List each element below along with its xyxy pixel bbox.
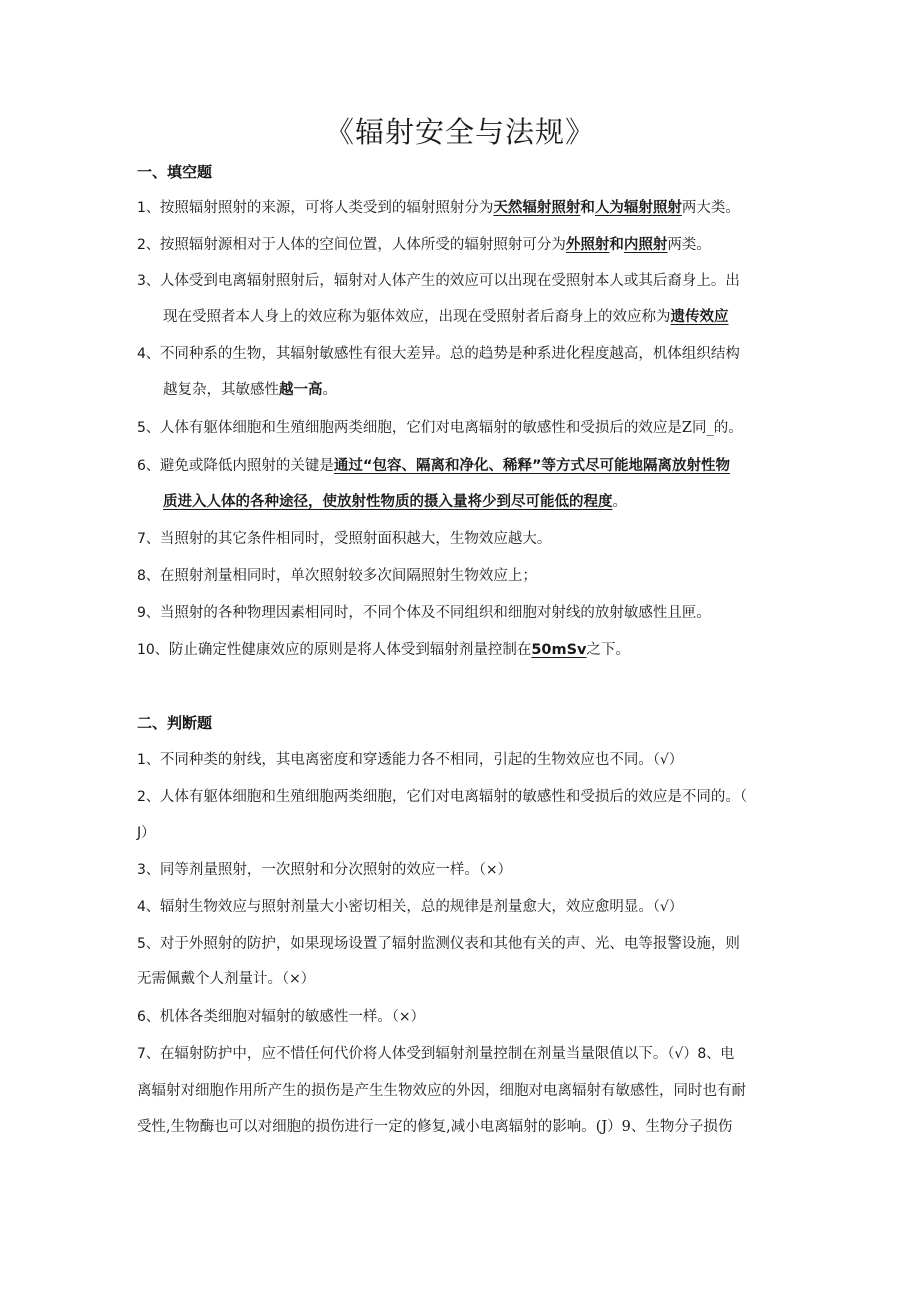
answer-10: 50mSv <box>531 642 587 658</box>
question-3-line2: 现在受照者本人身上的效应称为躯体效应，出现在受照射者后裔身上的效应称为遗传效应 <box>163 309 729 325</box>
judge-5-line1: 5、对于外照射的防护，如果现场设置了辐射监测仪表和其他有关的声、光、电等报警设施，则 <box>137 936 740 952</box>
question-5: 5、人体有躯体细胞和生殖细胞两类细胞，它们对电离辐射的敏感性和受损后的效应是Z同_的。 <box>137 420 743 436</box>
section-heading-fill: 一、填空题 <box>137 163 213 181</box>
question-7: 7、当照射的其它条件相同时，受照射面积越大，生物效应越大。 <box>137 531 552 547</box>
judge-mark: J） <box>137 825 156 841</box>
judge-mark: （×） <box>478 862 512 878</box>
judge-2-line1: 2、人体有躯体细胞和生殖细胞两类细胞，它们对电离辐射的敏感性和受损后的效应是不同的。（ <box>137 789 748 805</box>
judge-4: 4、辐射生物效应与照射剂量大小密切相关，总的规律是剂量愈大，效应愈明显。（√） <box>137 899 683 915</box>
answer-3: 遗传效应 <box>670 309 729 325</box>
judge-8-line3: 受性,生物酶也可以对细胞的损伤进行一定的修复,减小电离辐射的影响。(J）9、生物分子损伤 <box>137 1119 733 1135</box>
judge-mark: （×） <box>282 971 315 987</box>
judge-mark: （√） <box>652 752 683 768</box>
judge-2-line2 <box>137 822 797 844</box>
judge-1: 1、不同种类的射线，其电离密度和穿透能力各不相同，引起的生物效应也不同。（√） <box>137 752 683 768</box>
answer-4: 越一高 <box>279 382 323 398</box>
judge-8-line2: 离辐射对细胞作用所产生的损伤是产生生物效应的外因，细胞对电离辐射有敏感性，同时也有耐 <box>137 1083 746 1099</box>
question-8: 8、在照射剂量相同时，单次照射较多次间隔照射生物效应上； <box>137 568 537 584</box>
question-10: 10、防止确定性健康效应的原则是将人体受到辐射剂量控制在50mSv之下。 <box>137 642 631 658</box>
judge-6: 6、机体各类细胞对辐射的敏感性一样。（×） <box>137 1009 425 1025</box>
question-4-line1: 4、不同种系的生物，其辐射敏感性有很大差异。总的趋势是种系进化程度越高，机体组织结构 <box>137 346 740 362</box>
question-1: 1、按照辐射照射的来源，可将人类受到的辐射照射分为天然辐射照射和人为辐射照射两大类。 <box>137 200 740 216</box>
answer-6a: 通过“包容、隔离和净化、稀释”等方式尽可能地隔离放射性物 <box>333 458 730 474</box>
question-6-line2: 质进入人体的各种途径，使放射性物质的摄入量将少到尽可能低的程度。 <box>163 494 627 510</box>
judge-3: 3、同等剂量照射，一次照射和分次照射的效应一样。（×） <box>137 862 512 878</box>
section-heading-judge: 二、判断题 <box>137 714 213 732</box>
answer-1a: 天然辐射照射 <box>493 200 581 216</box>
question-9: 9、当照射的各种物理因素相同时，不同个体及不同组织和细胞对射线的放射敏感性且匣。 <box>137 605 711 621</box>
judge-7: 7、在辐射防护中，应不惜任何代价将人体受到辐射剂量控制在剂量当量限值以下。（√）8、电 <box>137 1046 735 1062</box>
judge-mark: （√） <box>652 899 683 915</box>
question-4-line2: 越复杂，其敏感性越一高。 <box>163 382 337 398</box>
question-6-line1: 6、避免或降低内照射的关键是通过“包容、隔离和净化、稀释”等方式尽可能地隔离放射性物 <box>137 458 730 474</box>
answer-2b: 内照射 <box>623 237 668 253</box>
answer-1b: 人为辐射照射 <box>594 200 682 216</box>
question-3-line1: 3、人体受到电离辐射照射后，辐射对人体产生的效应可以出现在受照射本人或其后裔身上。出 <box>137 273 740 289</box>
judge-mark: （×） <box>391 1009 425 1025</box>
document-title: 《辐射安全与法规》 <box>324 115 595 149</box>
answer-6b: 质进入人体的各种途径，使放射性物质的摄入量将少到尽可能低的程度 <box>163 494 613 510</box>
judge-mark: （√）8、电 <box>667 1046 735 1062</box>
judge-5-line2: 无需佩戴个人剂量计。（×） <box>137 971 315 987</box>
question-2: 2、按照辐射源相对于人体的空间位置，人体所受的辐射照射可分为外照射和内照射两类。 <box>137 237 711 253</box>
answer-2a: 外照射 <box>565 237 610 253</box>
